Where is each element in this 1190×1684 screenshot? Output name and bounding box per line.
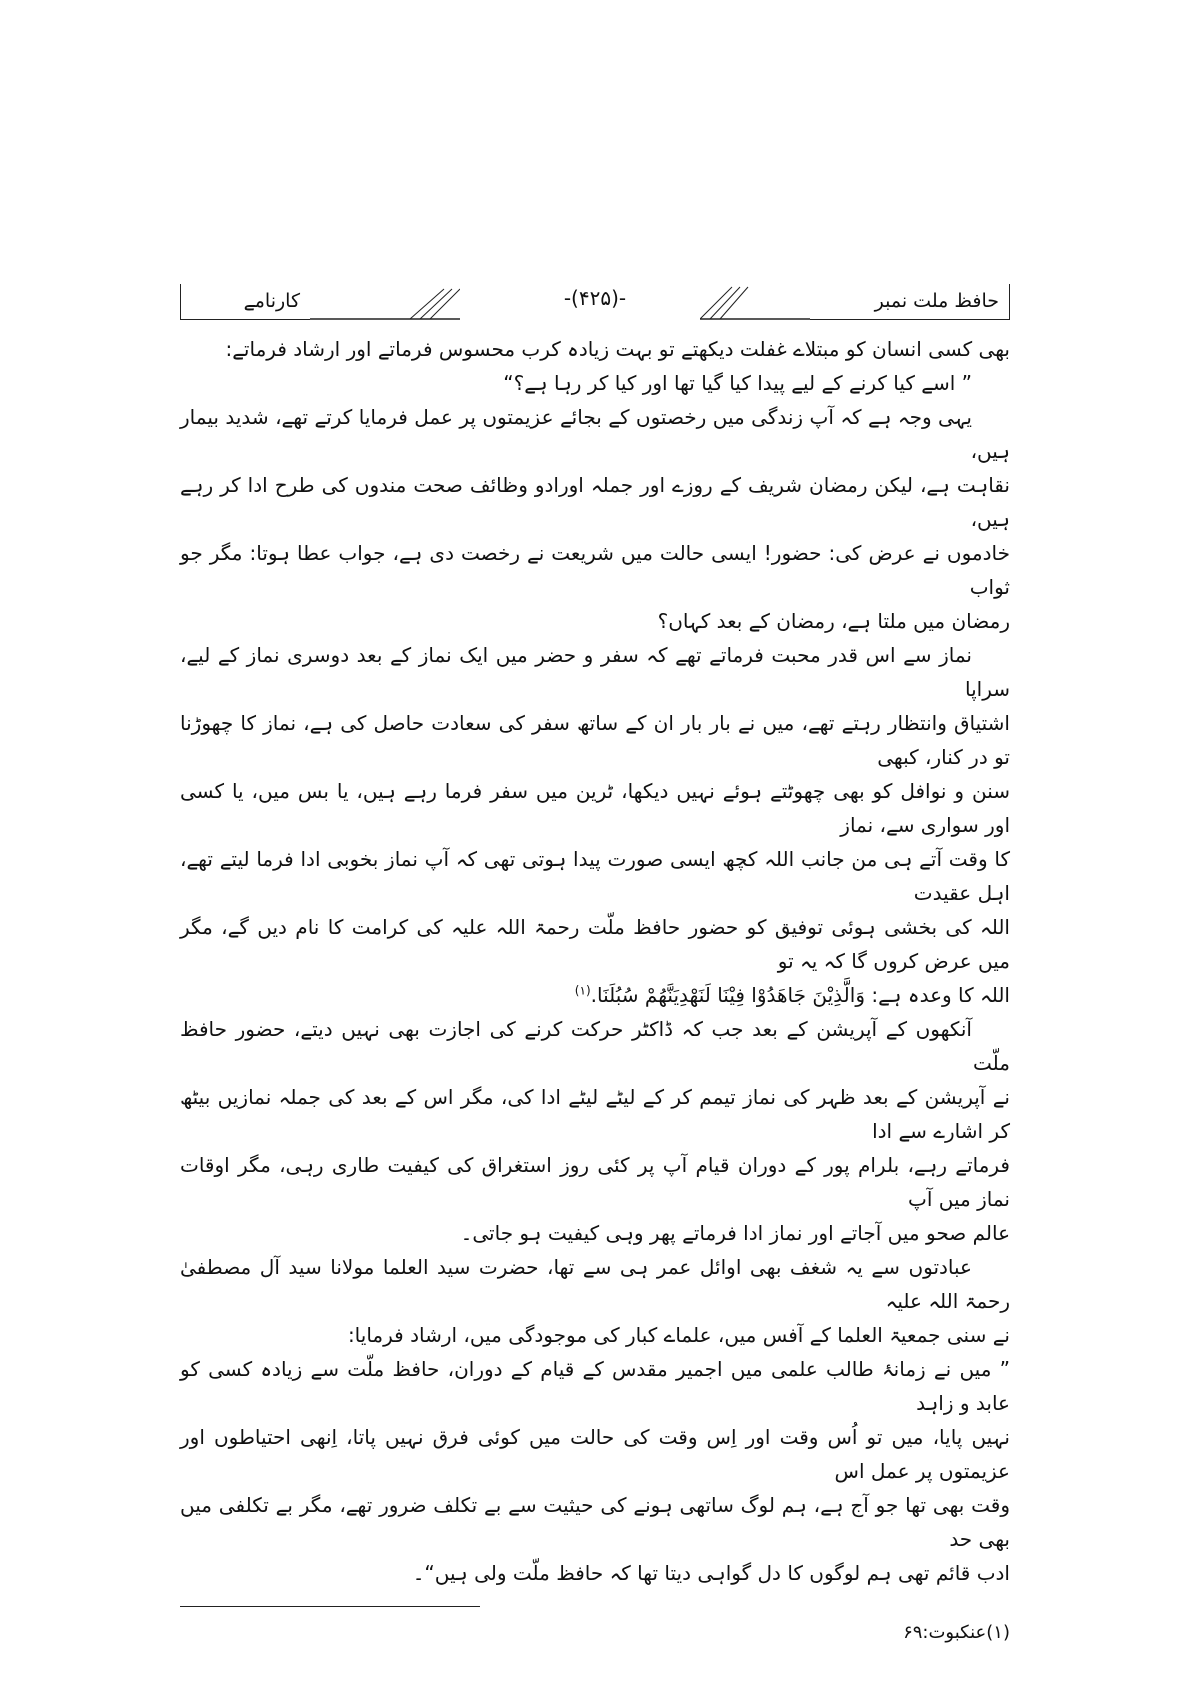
line-text: آنکھوں کے آپریشن کے بعد جب کہ ڈاکٹر حرکت کرنے کی اجازت بھی نہیں دیتے، حضور حافظ ملّت [180, 1017, 1010, 1075]
line-text: یہی وجہ ہے کہ آپ زندگی میں رخصتوں کے بجائے عزیمتوں پر عمل فرمایا کرتے تھے، شدید بیمار ہیں، [180, 405, 1010, 463]
line-text: وقت بھی تھا جو آج ہے، ہم لوگ ساتھی ہونے کی حیثیت سے بے تکلف ضرور تھے، مگر بے تکلفی میں بھی حد [180, 1493, 1010, 1551]
text-line [180, 1148, 1010, 1216]
line-text: اللہ کا وعدہ ہے: وَالَّذِيْنَ جَاهَدُوْا فِيْنَا لَنَهْدِيَنَّهُمْ سُبُلَنَا. [590, 983, 1010, 1007]
line-text: نہیں پایا، میں تو اُس وقت اور اِس وقت کی حالت میں کوئی فرق نہیں پاتا، اِنھی احتیاطوں اور عزیمتوں پر عمل اس [180, 1425, 1010, 1483]
page-number: -(۴۲۵)- [563, 286, 627, 310]
text-line [180, 400, 1010, 468]
text-line [180, 1250, 1010, 1318]
line-text: ” اسے کیا کرنے کے لیے پیدا کیا گیا تھا اور کیا کر رہا ہے؟“ [503, 371, 972, 395]
text-line [180, 1420, 1010, 1488]
line-holder [180, 332, 1010, 1590]
text-line [180, 1080, 1010, 1148]
text-line [180, 1352, 1010, 1420]
footnote: (۱)عنکبوت:۶۹ [903, 1622, 1010, 1643]
line-text: فرماتے رہے، بلرام پور کے دوران قیام آپ پر کئی روز استغراق کی کیفیت طاری رہی، مگر اوقات نماز میں آپ [180, 1153, 1010, 1211]
line-text: سنن و نوافل کو بھی چھوٹتے ہوئے نہیں دیکھا، ٹرین میں سفر فرما رہے ہیں، یا بس میں، یا کسی اور سواری سے، نماز [180, 779, 1010, 837]
line-text: عالم صحو میں آجاتے اور نماز ادا فرماتے پھر وہی کیفیت ہو جاتی۔ [460, 1221, 1010, 1245]
text-line [180, 706, 1010, 774]
line-text: نماز سے اس قدر محبت فرماتے تھے کہ سفر و حضر میں ایک نماز کے بعد دوسری نماز کے لیے، سراپا [180, 643, 1010, 701]
text-line [180, 910, 1010, 978]
section-title: کارنامے [180, 284, 310, 320]
text-line [180, 1488, 1010, 1556]
line-text: ” میں نے زمانۂ طالب علمی میں اجمیر مقدس کے قیام کے دوران، حافظ ملّت سے زیادہ کسی کو عابد و زاہد [180, 1357, 1010, 1415]
line-text: نقاہت ہے، لیکن رمضان شریف کے روزے اور جملہ اورادو وظائف صحت مندوں کی طرح ادا کر رہے ہیں، [180, 473, 1010, 531]
line-text: رمضان میں ملتا ہے، رمضان کے بعد کہاں؟ [657, 609, 1010, 633]
text-line [180, 774, 1010, 842]
running-header [180, 284, 1010, 322]
text-line [180, 1012, 1010, 1080]
text-line [180, 604, 1010, 638]
text-line [180, 468, 1010, 536]
footnote-marker: (۱) [574, 983, 591, 998]
header-ornament-left [310, 284, 460, 320]
text-line [180, 1556, 1010, 1590]
text-line [180, 536, 1010, 604]
line-text: بھی کسی انسان کو مبتلاے غفلت دیکھتے تو بہت زیادہ کرب محسوس فرماتے اور ارشاد فرماتے: [225, 337, 1010, 361]
line-text: عبادتوں سے یہ شغف بھی اوائل عمر ہی سے تھا، حضرت سید العلما مولانا سید آل مصطفیٰ رحمۃ اللہ علیہ [180, 1255, 1010, 1313]
line-text: ادب قائم تھی ہم لوگوں کا دل گواہی دیتا تھا کہ حافظ ملّت ولی ہیں“۔ [412, 1561, 1010, 1585]
text-line [180, 332, 1010, 366]
line-text: نے آپریشن کے بعد ظہر کی نماز تیمم کر کے لیٹے لیٹے ادا کی، مگر اس کے بعد کی جملہ نمازیں بیٹھ کر اشارے سے ادا [180, 1085, 1010, 1143]
header-ornament-right [700, 284, 810, 320]
text-line [180, 842, 1010, 910]
line-text: اشتیاق وانتظار رہتے تھے، میں نے بار بار ان کے ساتھ سفر کی سعادت حاصل کی ہے، نماز کا چھوڑنا تو در کنار، کبھی [180, 711, 1010, 769]
line-text: نے سنی جمعیۃ العلما کے آفس میں، علماے کبار کی موجودگی میں، ارشاد فرمایا: [347, 1323, 1010, 1347]
issue-title: حافظ ملت نمبر [810, 284, 1010, 320]
footnote-divider [180, 1606, 480, 1607]
text-line [180, 366, 1010, 400]
text-line [180, 638, 1010, 706]
line-text: کا وقت آتے ہی من جانب اللہ کچھ ایسی صورت پیدا ہوتی تھی کہ آپ نماز بخوبی ادا فرما لیتے تھے، اہل عقیدت [180, 847, 1010, 905]
text-line [180, 1216, 1010, 1250]
body-text [180, 332, 1010, 1647]
line-text: خادموں نے عرض کی: حضور! ایسی حالت میں شریعت نے رخصت دی ہے، جواب عطا ہوتا: مگر جو ثواب [180, 541, 1010, 599]
text-line [180, 1318, 1010, 1352]
line-text: اللہ کی بخشی ہوئی توفیق کو حضور حافظ ملّت رحمۃ اللہ علیہ کی کرامت کا نام دیں گے، مگر میں عرض کروں گا کہ یہ تو [180, 915, 1010, 973]
text-line [180, 978, 1010, 1012]
